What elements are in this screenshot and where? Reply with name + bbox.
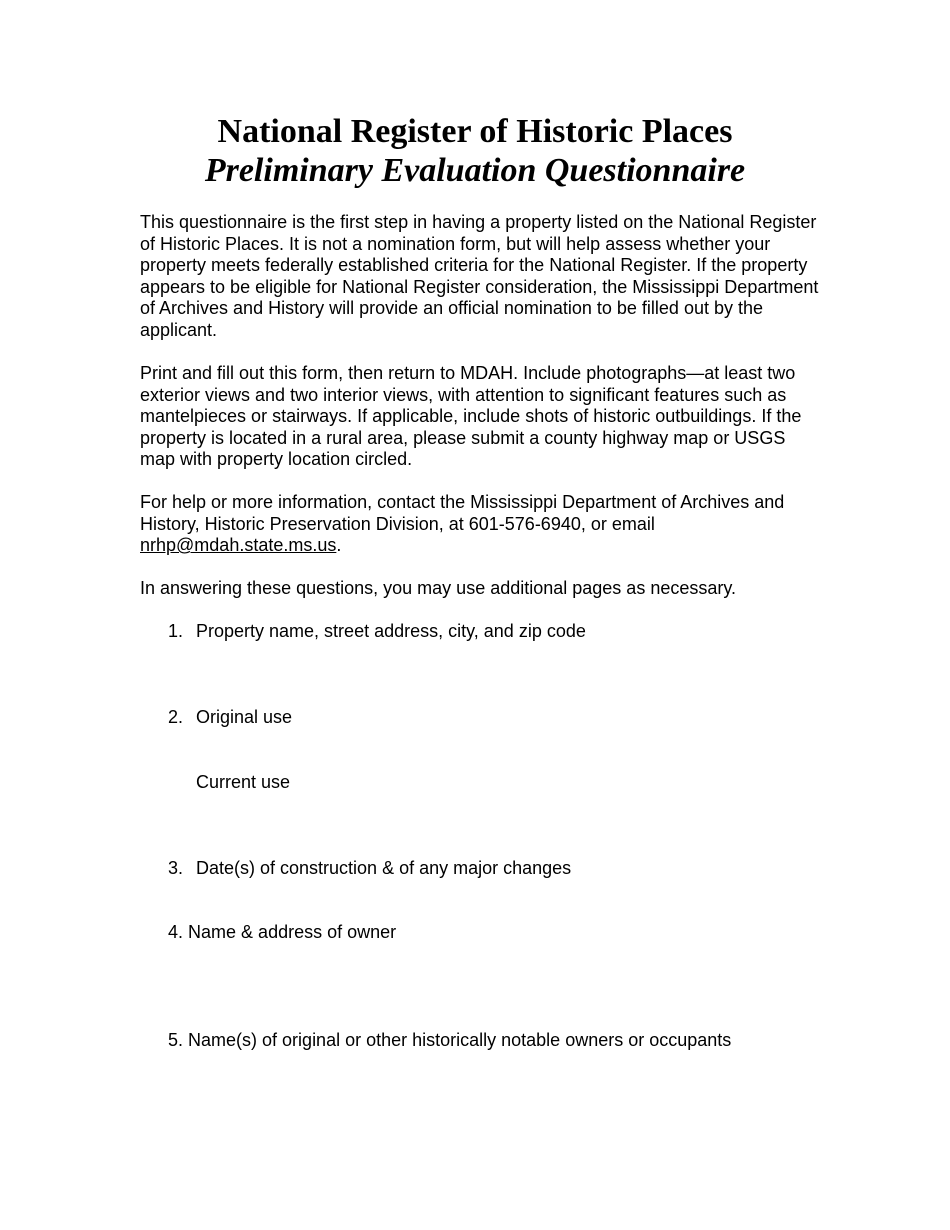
answer-area-original-use[interactable]: [196, 732, 816, 768]
answer-area-construction-dates[interactable]: [196, 883, 816, 919]
question-5: [168, 1030, 731, 1052]
document-subtitle: Preliminary Evaluation Questionnaire: [204, 152, 746, 189]
answer-area-owner[interactable]: [196, 947, 816, 1027]
question-label: Name(s) of original or other historically notable owners or occupants: [188, 1030, 732, 1050]
question-3: [168, 858, 571, 880]
question-number: 5.: [168, 1030, 184, 1050]
contact-period: .: [336, 535, 342, 556]
question-label: Date(s) of construction & of any major changes: [196, 858, 572, 878]
question-number: 4.: [168, 922, 184, 942]
contact-text: For help or more information, contact the Mississippi Department of Archives and History, Historic Preservation Division, at 601-576-6940, or email: [140, 492, 785, 534]
answer-area-property-name[interactable]: [196, 646, 816, 701]
question-label: Property name, street address, city, and zip code: [196, 621, 586, 641]
answer-area-notable-owners[interactable]: [196, 1055, 816, 1175]
question-1: [168, 621, 586, 643]
intro-paragraph-2: Print and fill out this form, then return to MDAH. Include photographs—at least two exterior views and two interior views, with attention to significant features such as mantelpieces or stairways. If applicable, include shots of historic outbuildings. If the property is located in a rural area, please submit a county highway map or USGS map with property location circled.: [140, 363, 802, 470]
intro-paragraph-1: This questionnaire is the first step in having a property listed on the National Register of Historic Places. It is not a nomination form, but will help assess whether your property meets federally established criteria for the National Register. If the property appears to be eligible for National Register consideration, the Mississippi Department of Archives and History will provide an official nomination to be filled out by the applicant.: [140, 212, 819, 340]
intro-paragraph-4: In answering these questions, you may use additional pages as necessary.: [140, 578, 737, 598]
question-2-current-use: Current use: [196, 772, 291, 792]
question-label: Original use: [196, 707, 293, 727]
question-number: 2.: [168, 707, 184, 727]
question-2: [168, 707, 292, 729]
intro-paragraph-3: [140, 492, 820, 557]
question-number: 3.: [168, 858, 184, 878]
question-label: Name & address of owner: [188, 922, 397, 942]
email-link[interactable]: nrhp@mdah.state.ms.us: [140, 535, 337, 556]
answer-area-current-use[interactable]: [196, 797, 816, 852]
question-number: 1.: [168, 621, 184, 641]
document-title: National Register of Historic Places: [217, 113, 733, 150]
question-4: [168, 922, 396, 944]
document-header: [0, 113, 950, 191]
